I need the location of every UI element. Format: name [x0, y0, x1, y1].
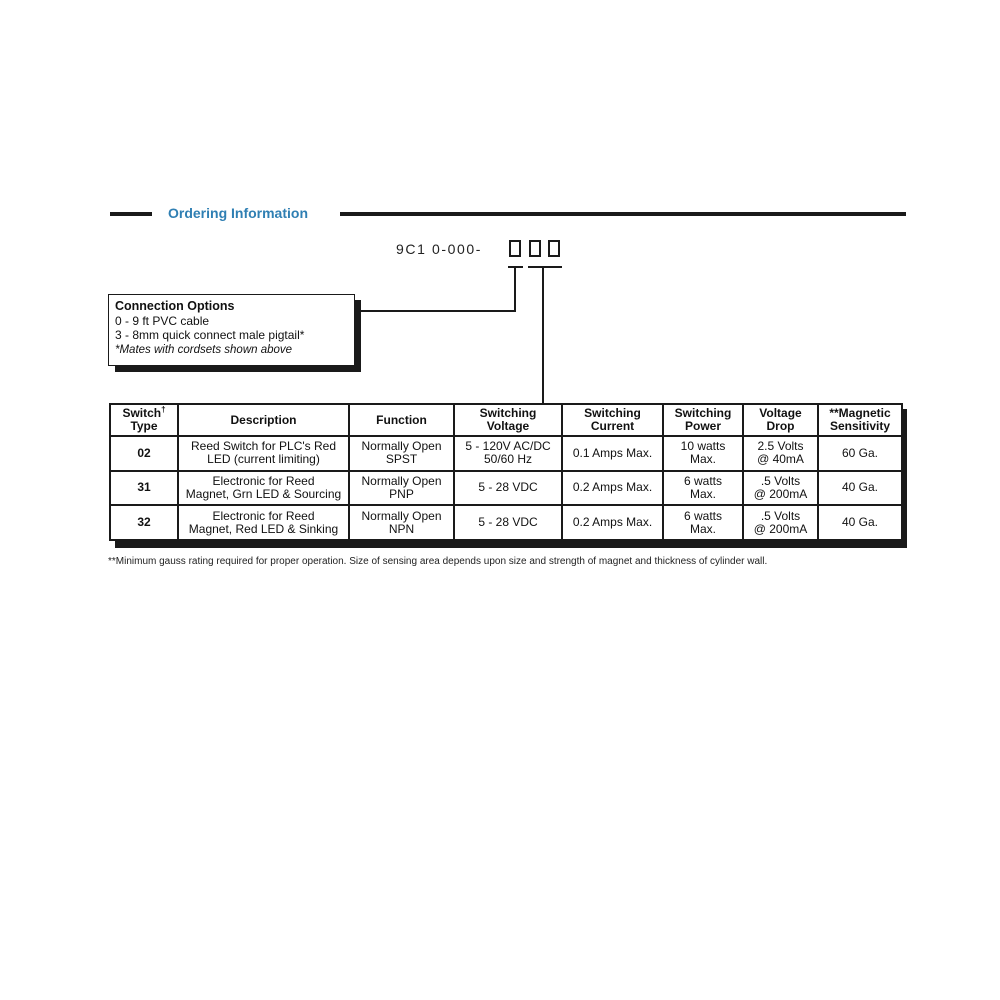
- cell-power: [663, 436, 743, 471]
- header-line: Function: [376, 412, 427, 427]
- connection-options-box: [108, 294, 355, 366]
- cell-line: @ 200mA: [753, 521, 808, 536]
- cell-line: 5 - 28 VDC: [478, 480, 538, 495]
- cell-line: NPN: [388, 521, 415, 536]
- header-line: Sensitivity: [829, 419, 891, 433]
- cell-function: [349, 471, 454, 506]
- cell-line: @ 40mA: [757, 452, 804, 467]
- cell-line: 50/60 Hz: [483, 452, 533, 467]
- cell-line: Magnet, Grn LED & Sourcing: [185, 486, 342, 501]
- cell-description: [178, 471, 349, 506]
- header-magnetic-sensitivity: [818, 404, 902, 436]
- connection-options-title: Connection Options: [115, 299, 235, 313]
- header-switching-current: [562, 404, 663, 436]
- cell-description: [178, 436, 349, 471]
- cell-current: 0.2 Amps Max.: [562, 471, 663, 506]
- header-line: Power: [684, 419, 721, 433]
- switch-bracket-vertical: [542, 266, 544, 403]
- header-line: **Magnetic: [829, 406, 891, 420]
- cell-line: Normally Open: [361, 473, 442, 488]
- connection-leader-line: [355, 310, 516, 312]
- header-line: Switching: [674, 406, 732, 420]
- connection-option: 0 - 9 ft PVC cable: [115, 313, 210, 328]
- part-number-prefix: 9C1 0-000-: [396, 241, 483, 257]
- cell-sensitivity: 40 Ga.: [818, 471, 902, 506]
- footnote: **Minimum gauss rating required for proper operation. Size of sensing area depends upon size and strength of magnet and thickness of cylinder wall.: [108, 556, 768, 567]
- section-rule-left: [110, 212, 152, 216]
- cell-line: SPST: [385, 452, 418, 467]
- header-description: [178, 404, 349, 436]
- cell-line: 6 watts: [683, 473, 722, 488]
- cell-sensitivity: 40 Ga.: [818, 505, 902, 540]
- header-switching-power: [663, 404, 743, 436]
- cell-line: .5 Volts: [760, 508, 801, 523]
- cell-power: [663, 505, 743, 540]
- header-switching-voltage: [454, 404, 562, 436]
- cell-line: Electronic for Reed: [212, 508, 315, 523]
- section-title: Ordering Information: [168, 205, 308, 221]
- cell-line: 6 watts: [683, 508, 722, 523]
- slot1-bracket-vertical: [514, 266, 516, 312]
- cell-line: 2.5 Volts: [757, 439, 804, 454]
- cell-line: LED (current limiting): [207, 452, 320, 467]
- header-switch-type: [110, 404, 178, 436]
- cell-line: .5 Volts: [760, 473, 801, 488]
- cell-voltage: [454, 436, 562, 471]
- header-line: Current: [590, 419, 635, 433]
- cell-description: [178, 505, 349, 540]
- cell-line: Max.: [689, 486, 716, 501]
- header-line: Voltage: [759, 406, 802, 420]
- header-function: [349, 404, 454, 436]
- cell-sensitivity: 60 Ga.: [818, 436, 902, 471]
- cell-drop: [743, 505, 818, 540]
- part-slot-connection: [509, 240, 521, 257]
- cell-line: Magnet, Red LED & Sinking: [188, 521, 339, 536]
- switch-spec-table: [109, 403, 903, 541]
- cell-current: 0.1 Amps Max.: [562, 436, 663, 471]
- part-slot-switch-2: [548, 240, 560, 257]
- cell-drop: [743, 471, 818, 506]
- connection-option: 3 - 8mm quick connect male pigtail*: [115, 328, 305, 342]
- cell-function: [349, 436, 454, 471]
- cell-voltage: [454, 505, 562, 540]
- header-line: Drop: [766, 419, 795, 433]
- header-line: Switch: [122, 406, 162, 420]
- cell-line: Max.: [689, 452, 716, 467]
- header-line: Description: [230, 412, 297, 427]
- cell-line: 5 - 28 VDC: [478, 515, 538, 530]
- section-rule-right: [340, 212, 906, 216]
- header-line: Switching: [479, 406, 537, 420]
- cell-line: Normally Open: [361, 439, 442, 454]
- header-voltage-drop: [743, 404, 818, 436]
- cell-line: @ 200mA: [753, 486, 808, 501]
- cell-function: [349, 505, 454, 540]
- part-slot-switch-1: [529, 240, 541, 257]
- header-line: Type: [130, 419, 158, 433]
- cell-line: Electronic for Reed: [212, 473, 315, 488]
- connection-note: *Mates with cordsets shown above: [115, 343, 293, 356]
- cell-line: PNP: [389, 486, 414, 501]
- cell-voltage: [454, 471, 562, 506]
- table-row: [110, 436, 902, 471]
- cell-line: 5 - 120V AC/DC: [465, 439, 551, 454]
- cell-line: Max.: [689, 521, 716, 536]
- cell-drop: [743, 436, 818, 471]
- table-header-row: [110, 404, 902, 436]
- cell-line: Reed Switch for PLC's Red: [190, 439, 337, 454]
- cell-line: Normally Open: [361, 508, 442, 523]
- switch-bracket-horizontal: [528, 266, 562, 268]
- cell-line: 10 watts: [680, 439, 726, 454]
- table-row: [110, 471, 902, 506]
- cell-switch-type: 32: [110, 505, 178, 540]
- table-row: [110, 505, 902, 540]
- cell-switch-type: 02: [110, 436, 178, 471]
- cell-current: 0.2 Amps Max.: [562, 505, 663, 540]
- dagger-mark: †: [161, 405, 166, 414]
- cell-power: [663, 471, 743, 506]
- header-line: Switching: [584, 406, 641, 420]
- header-line: Voltage: [486, 419, 530, 433]
- cell-switch-type: 31: [110, 471, 178, 506]
